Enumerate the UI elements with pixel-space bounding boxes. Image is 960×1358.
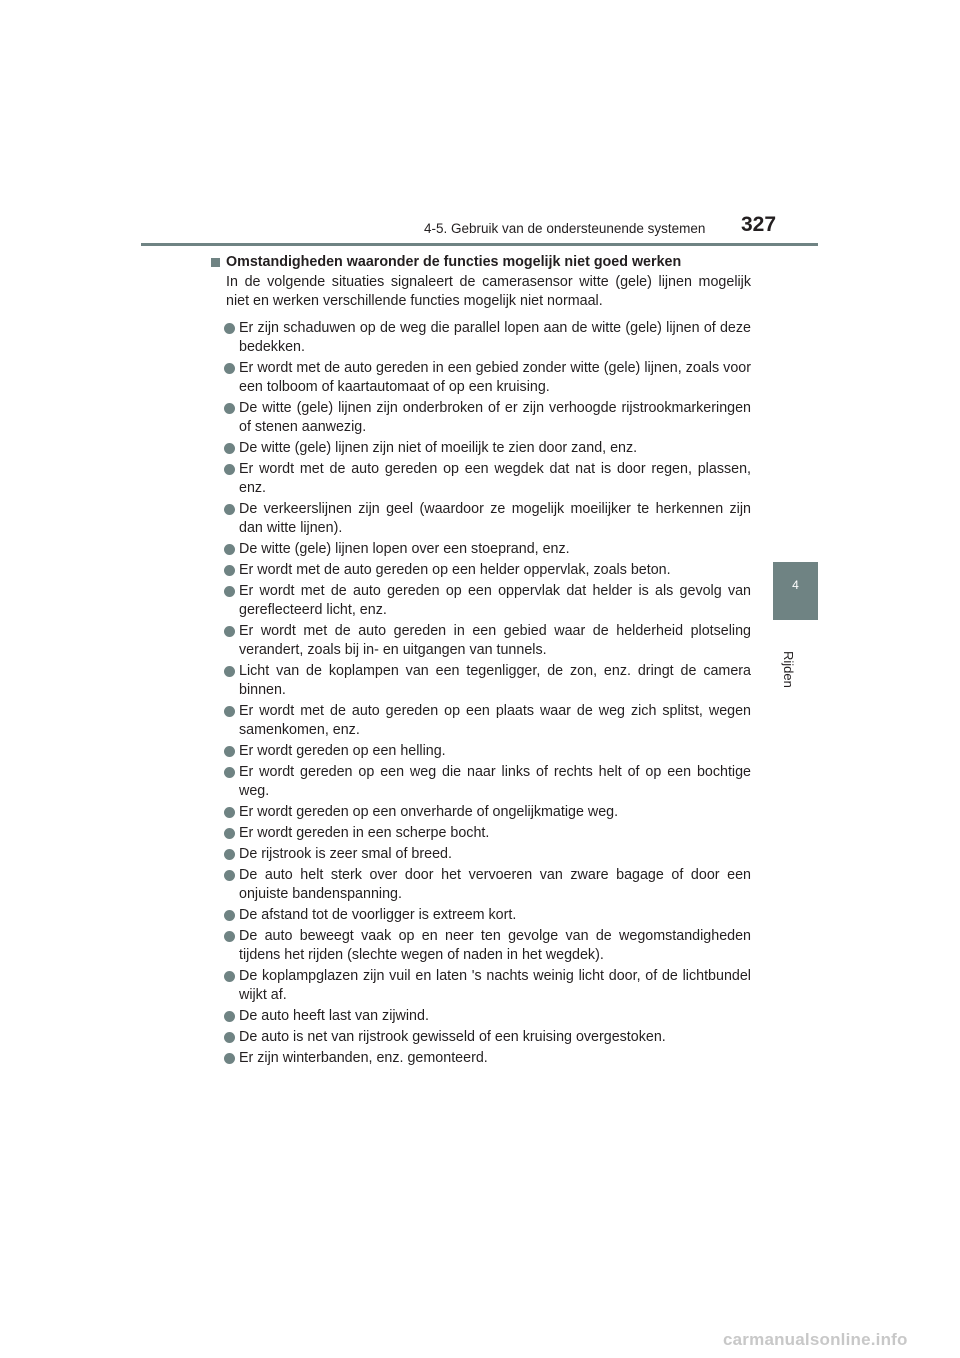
list-item-text: De auto heeft last van zijwind.	[239, 1008, 429, 1024]
list-item	[211, 742, 751, 761]
circle-bullet-icon	[224, 464, 235, 475]
chapter-tab	[773, 562, 818, 620]
list-item-text: Er wordt met de auto gereden op een plaats waar de weg zich splitst, wegen samenkomen, enz.	[239, 703, 751, 738]
circle-bullet-icon	[224, 746, 235, 757]
list-item-text: Er wordt met de auto gereden in een gebied waar de helderheid plotseling verandert, zoals bij in- en uitgangen van tunnels.	[239, 623, 751, 658]
circle-bullet-icon	[224, 666, 235, 677]
circle-bullet-icon	[224, 1011, 235, 1022]
list-item	[211, 359, 751, 397]
list-item	[211, 319, 751, 357]
list-item	[211, 540, 751, 559]
list-item-text: De witte (gele) lijnen zijn onderbroken of er zijn verhoogde rijstrookmarkeringen of stenen aanwezig.	[239, 400, 751, 435]
list-item	[211, 824, 751, 843]
list-item-text: Er wordt gereden op een weg die naar links of rechts helt of op een bochtige weg.	[239, 764, 751, 799]
list-item-text: De auto beweegt vaak op en neer ten gevolge van de wegomstandigheden tijdens het rijden (slechte wegen of naden in het wegdek).	[239, 928, 751, 963]
circle-bullet-icon	[224, 586, 235, 597]
circle-bullet-icon	[224, 565, 235, 576]
circle-bullet-icon	[224, 1053, 235, 1064]
circle-bullet-icon	[224, 910, 235, 921]
list-item	[211, 439, 751, 458]
circle-bullet-icon	[224, 870, 235, 881]
list-item-text: Er wordt gereden in een scherpe bocht.	[239, 825, 490, 841]
condition-list	[211, 319, 751, 1068]
list-item	[211, 460, 751, 498]
list-item	[211, 967, 751, 1005]
circle-bullet-icon	[224, 849, 235, 860]
list-item	[211, 399, 751, 437]
list-item-text: Er wordt gereden op een onverharde of ongelijkmatige weg.	[239, 804, 619, 820]
circle-bullet-icon	[224, 504, 235, 515]
list-item-text: Er wordt met de auto gereden op een oppervlak dat helder is als gevolg van gereflecteerd licht, enz.	[239, 583, 751, 618]
list-item-text: De afstand tot de voorligger is extreem kort.	[239, 907, 517, 923]
circle-bullet-icon	[224, 706, 235, 717]
chapter-label: Rijden	[781, 651, 796, 688]
list-item	[211, 906, 751, 925]
list-item	[211, 622, 751, 660]
list-item-text: De witte (gele) lijnen zijn niet of moeilijk te zien door zand, enz.	[239, 440, 638, 456]
list-item	[211, 1007, 751, 1026]
circle-bullet-icon	[224, 828, 235, 839]
list-item-text: De auto is net van rijstrook gewisseld of een kruising overgestoken.	[239, 1029, 666, 1045]
list-item-text: Licht van de koplampen van een tegenligger, de zon, enz. dringt de camera binnen.	[239, 663, 751, 698]
section-title-text: Omstandigheden waaronder de functies mogelijk niet goed werken	[226, 254, 682, 270]
running-header: 4-5. Gebruik van de ondersteunende systemen	[424, 221, 706, 236]
list-item	[211, 866, 751, 904]
list-item	[211, 702, 751, 740]
list-item-text: Er zijn schaduwen op de weg die parallel lopen aan de witte (gele) lijnen of deze bedekken.	[239, 320, 751, 355]
circle-bullet-icon	[224, 544, 235, 555]
chapter-number: 4	[792, 578, 799, 592]
square-bullet-icon	[211, 258, 220, 267]
circle-bullet-icon	[224, 443, 235, 454]
list-item	[211, 1028, 751, 1047]
section-heading	[211, 253, 751, 272]
header-divider	[141, 243, 818, 246]
list-item	[211, 1049, 751, 1068]
list-item-text: De rijstrook is zeer smal of breed.	[239, 846, 452, 862]
circle-bullet-icon	[224, 971, 235, 982]
circle-bullet-icon	[224, 1032, 235, 1043]
list-item	[211, 561, 751, 580]
list-item-text: De auto helt sterk over door het vervoeren van zware bagage of door een onjuiste bandenspanning.	[239, 867, 751, 902]
list-item-text: Er wordt met de auto gereden in een gebied zonder witte (gele) lijnen, zoals voor een tolboom of kaartautomaat of op een kruising.	[239, 360, 751, 395]
list-item	[211, 582, 751, 620]
list-item-text: Er wordt gereden op een helling.	[239, 743, 446, 759]
list-item	[211, 803, 751, 822]
circle-bullet-icon	[224, 323, 235, 334]
circle-bullet-icon	[224, 807, 235, 818]
list-item	[211, 662, 751, 700]
watermark-logo: carmanualsonline.info	[723, 1330, 908, 1349]
list-item-text: De witte (gele) lijnen lopen over een stoeprand, enz.	[239, 541, 570, 557]
circle-bullet-icon	[224, 767, 235, 778]
circle-bullet-icon	[224, 363, 235, 374]
list-item	[211, 845, 751, 864]
list-item-text: Er wordt met de auto gereden op een wegdek dat nat is door regen, plassen, enz.	[239, 461, 751, 496]
section-intro: In de volgende situaties signaleert de camerasensor witte (gele) lijnen mogelijk niet en werken verschillende functies mogelijk niet normaal.	[226, 274, 751, 309]
main-content	[211, 253, 751, 1070]
list-item	[211, 763, 751, 801]
circle-bullet-icon	[224, 403, 235, 414]
list-item-text: De verkeerslijnen zijn geel (waardoor ze mogelijk moeilijker te herkennen zijn dan witte lijnen).	[239, 501, 751, 536]
list-item	[211, 500, 751, 538]
page-number: 327	[741, 213, 777, 236]
list-item-text: De koplampglazen zijn vuil en laten 's nachts weinig licht door, of de lichtbundel wijkt af.	[239, 968, 751, 1003]
list-item-text: Er wordt met de auto gereden op een helder oppervlak, zoals beton.	[239, 562, 671, 578]
list-item-text: Er zijn winterbanden, enz. gemonteerd.	[239, 1050, 488, 1066]
circle-bullet-icon	[224, 626, 235, 637]
list-item	[211, 927, 751, 965]
circle-bullet-icon	[224, 931, 235, 942]
